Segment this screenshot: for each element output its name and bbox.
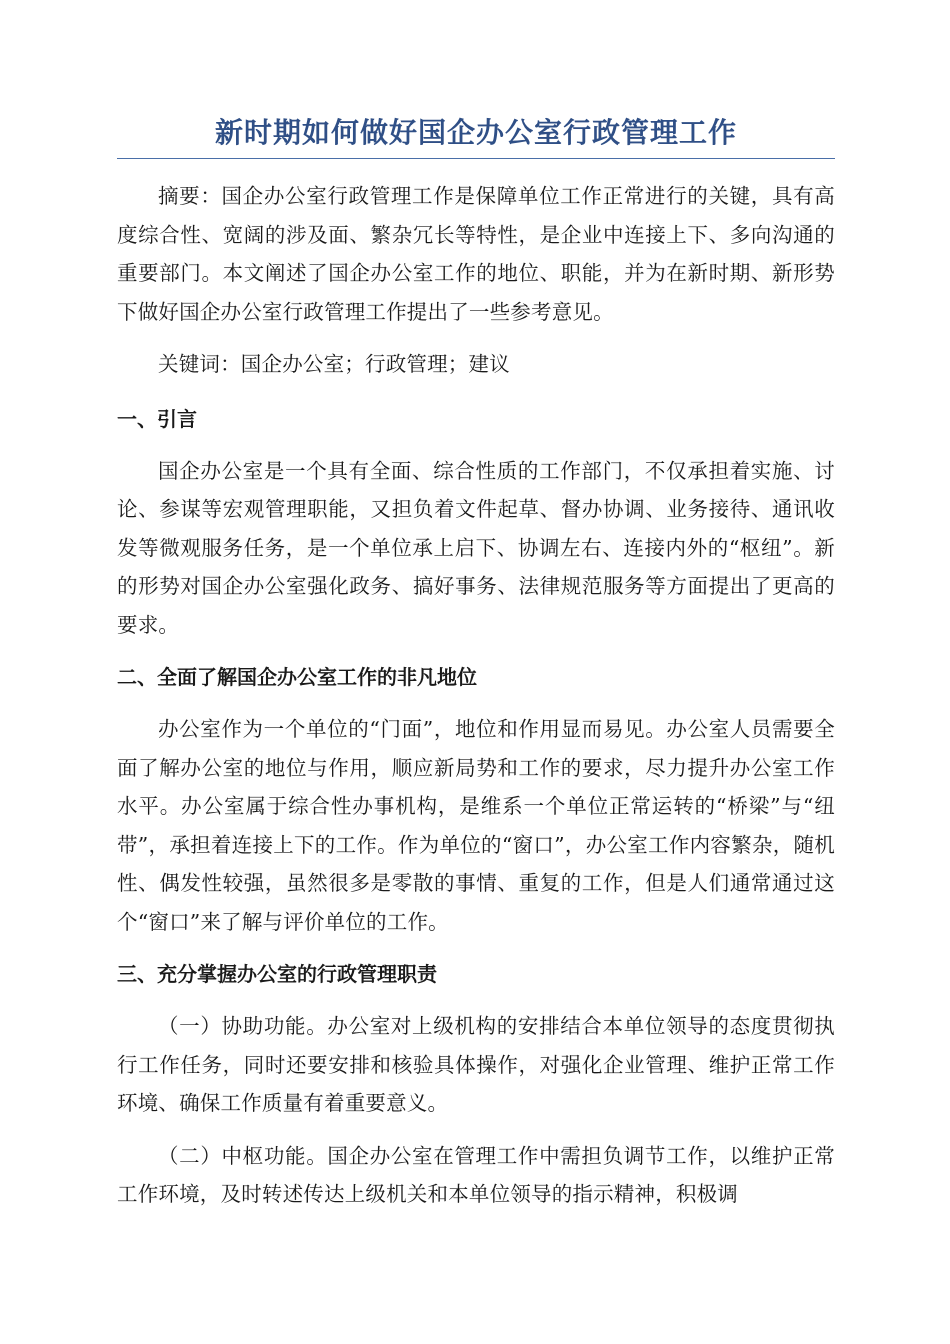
section-office-status [117,658,835,941]
document-page [117,110,835,1228]
keywords-paragraph: 关键词：国企办公室；行政管理；建议 [158,352,510,376]
section-heading: 一、引言 [117,406,197,431]
section-introduction [117,400,835,645]
section-admin-duties [117,955,835,1214]
section-heading: 二、全面了解国企办公室工作的非凡地位 [117,665,477,689]
abstract-paragraph: 摘要：国企办公室行政管理工作是保障单位工作正常进行的关键，具有高度综合性、宽阔的涉及面、繁杂冗长等特性，是企业中连接上下、多向沟通的重要部门。本文阐述了国企办公室工作的地位、职能，并为在新时期、新形势下做好国企办公室行政管理工作提出了一些参考意见。 [117,184,835,324]
section-heading: 三、充分掌握办公室的行政管理职责 [117,962,437,986]
body-paragraph: （二）中枢功能。国企办公室在管理工作中需担负调节工作，以维护正常工作环境，及时转述传达上级机关和本单位领导的指示精神，积极调 [117,1143,835,1206]
body-paragraph: 办公室作为一个单位的“门面”，地位和作用显而易见。办公室人员需要全面了解办公室的地位与作用，顺应新局势和工作的要求，尽力提升办公室工作水平。办公室属于综合性办事机构，是维系一个单位正常运转的“桥梁”与“纽带”，承担着连接上下的工作。作为单位的“窗口”，办公室工作内容繁杂，随机性、偶发性较强，虽然很多是零散的事情、重复的工作，但是人们通常通过这个“窗口”来了解与评价单位的工作。 [117,717,835,934]
body-paragraph: 国企办公室是一个具有全面、综合性质的工作部门，不仅承担着实施、讨论、参谋等宏观管理职能，又担负着文件起草、督办协调、业务接待、通讯收发等微观服务任务，是一个单位承上启下、协调左右、连接内外的“枢纽”。新的形势对国企办公室强化政务、搞好事务、法律规范服务等方面提出了更高的要求。 [117,458,835,637]
document-title: 新时期如何做好国企办公室行政管理工作 [117,110,835,159]
body-paragraph: （一）协助功能。办公室对上级机构的安排结合本单位领导的态度贯彻执行工作任务，同时还要安排和核验具体操作，对强化企业管理、维护正常工作环境、确保工作质量有着重要意义。 [117,1014,835,1115]
